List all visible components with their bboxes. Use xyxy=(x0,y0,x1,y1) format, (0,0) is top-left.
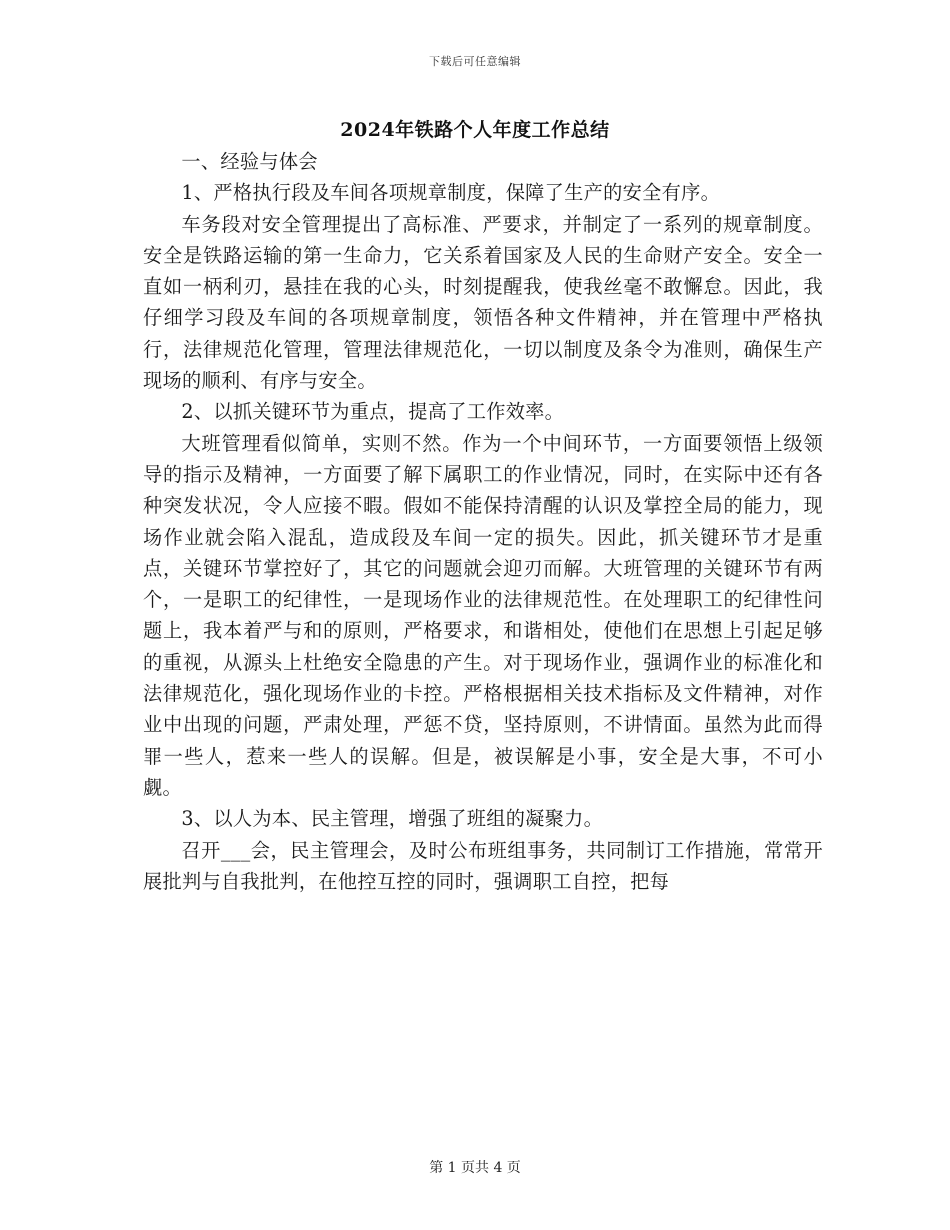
subheading-2: 2、以抓关键环节为重点，提高了工作效率。 xyxy=(181,400,565,424)
subheading-1: 1、严格执行段及车间各项规章制度，保障了生产的安全有序。 xyxy=(181,181,721,205)
paragraph-1: 车务段对安全管理提出了高标准、严要求，并制定了一系列的规章制度。安全是铁路运输的第一生命力，它关系着国家及人民的生命财产安全。安全一直如一柄利刃，悬挂在我的心头，时刻提醒我，使我丝毫不敢懈怠。因此，我仔细学习段及车间的各项规章制度，领悟各种文件精神，并在管理中严格执行，法律规范化管理，管理法律规范化，一切以制度及条令为准则，确保生产现场的顺利、有序与安全。 xyxy=(143,212,823,393)
header-note: 下载后可任意编辑 xyxy=(429,55,521,68)
section-heading: 一、经验与体会 xyxy=(181,150,318,173)
paragraph-3: 召开___会，民主管理会，及时公布班组事务，共同制订工作措施，常常开展批判与自我批判，在他控互控的同时，强调职工自控，把每 xyxy=(143,838,823,893)
subheading-3: 3、以人为本、民主管理，增强了班组的凝聚力。 xyxy=(181,807,604,831)
page-number: 第 1 页共 4 页 xyxy=(429,1160,521,1176)
document-body xyxy=(143,146,823,897)
paragraph-2: 大班管理看似简单，实则不然。作为一个中间环节，一方面要领悟上级领导的指示及精神，一方面要了解下属职工的作业情况，同时，在实际中还有各种突发状况，令人应接不暇。假如不能保持清醒的认识及掌控全局的能力，现场作业就会陷入混乱，造成段及车间一定的损失。因此，抓关键环节才是重点，关键环节掌控好了，其它的问题就会迎刃而解。大班管理的关键环节有两个，一是职工的纪律性，一是现场作业的法律规范性。在处理职工的纪律性问题上，我本着严与和的原则，严格要求，和谐相处，使他们在思想上引起足够的重视，从源头上杜绝安全隐患的产生。对于现场作业，强调作业的标准化和法律规范化，强化现场作业的卡控。严格根据相关技术指标及文件精神，对作业中出现的问题，严肃处理，严惩不贷，坚持原则，不讲情面。虽然为此而得罪一些人，惹来一些人的误解。但是，被误解是小事，安全是大事，不可小觑。 xyxy=(143,431,823,799)
document-title: 2024年铁路个人年度工作总结 xyxy=(340,119,610,141)
